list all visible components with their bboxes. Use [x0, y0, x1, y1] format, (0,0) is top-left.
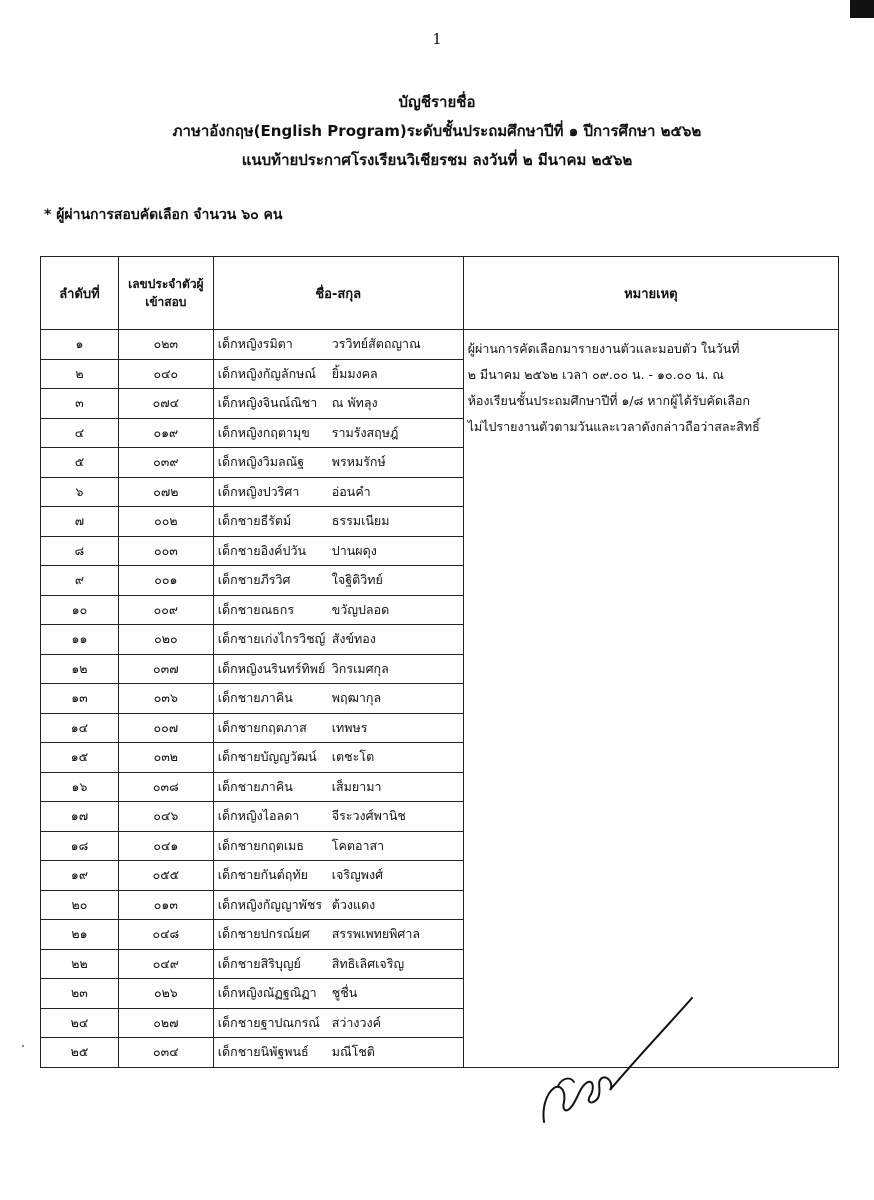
cell-name: [213, 418, 463, 448]
cell-exam-id: ๐๔๘: [118, 920, 213, 950]
cell-exam-id: ๐๓๒: [118, 743, 213, 773]
cell-order: ๒๓: [41, 979, 119, 1009]
cell-order: ๗: [41, 507, 119, 537]
cell-name: [213, 743, 463, 773]
scan-speck: [22, 1045, 24, 1047]
cell-exam-id: ๐๓๖: [118, 684, 213, 714]
page-number: 1: [432, 30, 442, 48]
signature: [536, 990, 706, 1135]
last-name: ธรรมเนียม: [331, 513, 390, 529]
table-row: [41, 330, 839, 360]
header-remark: หมายเหตุ: [463, 257, 838, 330]
cell-exam-id: ๐๑๓: [118, 890, 213, 920]
cell-order: ๒๔: [41, 1008, 119, 1038]
cell-exam-id: ๐๒๐: [118, 625, 213, 655]
first-name: เด็กชายบัญญวัฒน์: [217, 749, 317, 765]
remark-line: ๒ มีนาคม ๒๕๖๒ เวลา ๐๙.๐๐ น. - ๑๐.๐๐ น. ณ: [467, 367, 724, 382]
cell-order: ๑๓: [41, 684, 119, 714]
cell-order: ๑๔: [41, 713, 119, 743]
cell-name: [213, 684, 463, 714]
first-name: เด็กชายภีรวิศ: [217, 572, 291, 588]
first-name: เด็กหญิงไอลดา: [217, 808, 300, 824]
cell-exam-id: ๐๒๓: [118, 330, 213, 360]
cell-exam-id: ๐๓๙: [118, 448, 213, 478]
table-header-row: [41, 257, 839, 330]
cell-order: ๑๙: [41, 861, 119, 891]
cell-name: [213, 359, 463, 389]
title-line-1: บัญชีรายชื่อ: [398, 93, 476, 111]
first-name: เด็กชายกันต์ฤทัย: [217, 867, 308, 883]
cell-order: ๔: [41, 418, 119, 448]
first-name: เด็กหญิงปวริศา: [217, 483, 300, 499]
remark-line: ไม่ไปรายงานตัวตามวันและเวลาดังกล่าวถือว่าสละสิทธิ์: [467, 419, 760, 434]
last-name: สว่างวงค์: [331, 1014, 382, 1030]
cell-order: ๑๑: [41, 625, 119, 655]
last-name: มณีโชติ: [331, 1044, 375, 1060]
cell-order: ๑๐: [41, 595, 119, 625]
first-name: เด็กชายณธกร: [217, 601, 295, 617]
cell-order: ๒๒: [41, 949, 119, 979]
last-name: สังข์ทอง: [331, 631, 376, 647]
last-name: ขวัญปลอด: [331, 601, 390, 617]
last-name: เจริญพงศ์: [331, 867, 384, 883]
cell-name: [213, 477, 463, 507]
last-name: รามรังสฤษฎ์: [331, 424, 399, 440]
cell-order: ๑: [41, 330, 119, 360]
cell-exam-id: ๐๐๒: [118, 507, 213, 537]
title-line-2: ภาษาอังกฤษ(English Program)ระดับชั้นประถมศึกษาปีที่ ๑ ปีการศึกษา ๒๕๖๒: [172, 122, 702, 140]
last-name: ต้วงแดง: [331, 896, 376, 912]
last-name: ชูชื่น: [331, 985, 358, 1001]
cell-name: [213, 595, 463, 625]
cell-remark: [463, 330, 838, 1068]
cell-name: [213, 1038, 463, 1068]
scan-corner-mark: [850, 0, 874, 18]
first-name: เด็กหญิงกัญลักษณ์: [217, 365, 317, 381]
student-list-table: [40, 256, 839, 1068]
cell-name: [213, 330, 463, 360]
cell-exam-id: ๐๓๔: [118, 1038, 213, 1068]
cell-name: [213, 625, 463, 655]
cell-name: [213, 654, 463, 684]
cell-order: ๒๐: [41, 890, 119, 920]
cell-exam-id: ๐๒๖: [118, 979, 213, 1009]
last-name: อ่อนคำ: [331, 483, 371, 499]
first-name: เด็กชายกฤตภาส: [217, 719, 307, 735]
title-line-3: แนบท้ายประกาศโรงเรียนวิเชียรชม ลงวันที่ ๒ มีนาคม ๒๕๖๒: [241, 151, 633, 169]
cell-name: [213, 861, 463, 891]
cell-order: ๙: [41, 566, 119, 596]
cell-order: ๒๕: [41, 1038, 119, 1068]
cell-order: ๕: [41, 448, 119, 478]
last-name: โคตอาสา: [331, 837, 385, 853]
cell-name: [213, 831, 463, 861]
cell-name: [213, 1008, 463, 1038]
cell-name: [213, 448, 463, 478]
document-title: [0, 88, 874, 175]
cell-order: ๑๘: [41, 831, 119, 861]
cell-order: ๒๑: [41, 920, 119, 950]
first-name: เด็กหญิงจินณ์ณิชา: [217, 395, 318, 411]
last-name: วิกรเมศกุล: [331, 660, 389, 676]
pass-count-summary: * ผู้ผ่านการสอบคัดเลือก จำนวน ๖๐ คน: [44, 207, 283, 223]
first-name: เด็กหญิงนรินทร์ทิพย์: [217, 660, 326, 676]
cell-order: ๑๕: [41, 743, 119, 773]
first-name: เด็กหญิงวิมลณัฐ: [217, 454, 305, 470]
cell-exam-id: ๐๑๙: [118, 418, 213, 448]
cell-exam-id: ๐๒๗: [118, 1008, 213, 1038]
cell-name: [213, 802, 463, 832]
first-name: เด็กชายเก่งไกรวิชญ์: [217, 631, 326, 647]
cell-exam-id: ๐๗๔: [118, 389, 213, 419]
cell-exam-id: ๐๔๐: [118, 359, 213, 389]
last-name: ใจฐิติวิทย์: [331, 572, 383, 588]
cell-name: [213, 890, 463, 920]
cell-order: ๑๖: [41, 772, 119, 802]
cell-exam-id: ๐๓๘: [118, 772, 213, 802]
last-name: เตชะโต: [331, 749, 375, 765]
last-name: พรหมรักษ์: [331, 454, 386, 470]
cell-exam-id: ๐๐๑: [118, 566, 213, 596]
cell-exam-id: ๐๗๒: [118, 477, 213, 507]
cell-order: ๑๒: [41, 654, 119, 684]
last-name: ยิ้มมงคล: [331, 365, 378, 381]
last-name: พฤฒากุล: [331, 690, 382, 706]
cell-name: [213, 979, 463, 1009]
cell-exam-id: ๐๔๑: [118, 831, 213, 861]
cell-order: ๖: [41, 477, 119, 507]
header-name: ชื่อ-สกุล: [213, 257, 463, 330]
first-name: เด็กชายอิงค์ปวัน: [217, 542, 307, 558]
first-name: เด็กชายภาคิน: [217, 778, 293, 794]
last-name: สิทธิเลิศเจริญ: [331, 955, 405, 971]
first-name: เด็กชายฐาปณกรณ์: [217, 1014, 320, 1030]
cell-name: [213, 713, 463, 743]
first-name: เด็กชายปกรณ์ยศ: [217, 926, 310, 942]
last-name: จีระวงศ์พานิช: [331, 808, 406, 824]
header-order: ลำดับที่: [41, 257, 119, 330]
first-name: เด็กหญิงกัญญาพัชร: [217, 896, 323, 912]
last-name: ปานผดุง: [331, 542, 377, 558]
first-name: เด็กชายสิริบุญย์: [217, 955, 301, 971]
cell-name: [213, 920, 463, 950]
cell-name: [213, 536, 463, 566]
cell-name: [213, 507, 463, 537]
cell-name: [213, 772, 463, 802]
cell-name: [213, 566, 463, 596]
cell-exam-id: ๐๐๓: [118, 536, 213, 566]
first-name: เด็กชายธีรัตม์: [217, 513, 292, 529]
cell-exam-id: ๐๕๕: [118, 861, 213, 891]
last-name: ณ พัทลุง: [331, 395, 378, 411]
first-name: เด็กหญิงรมิตา: [217, 336, 293, 352]
cell-exam-id: ๐๔๙: [118, 949, 213, 979]
header-exam-id: เลขประจำตัวผู้เข้าสอบ: [118, 257, 213, 330]
last-name: เส็มยามา: [331, 778, 382, 794]
remark-line: ห้องเรียนชั้นประถมศึกษาปีที่ ๑/๘ หากผู้ได้รับคัดเลือก: [467, 393, 750, 408]
last-name: สรรพเพทยพิศาล: [331, 926, 420, 942]
first-name: เด็กหญิงกฤตามุข: [217, 424, 310, 440]
remark-line: ผู้ผ่านการคัดเลือกมารายงานตัวและมอบตัว ในวันที่: [467, 341, 740, 356]
cell-exam-id: ๐๐๗: [118, 713, 213, 743]
cell-order: ๘: [41, 536, 119, 566]
cell-order: ๒: [41, 359, 119, 389]
first-name: เด็กหญิงณัฏฐณิฏา: [217, 985, 317, 1001]
cell-name: [213, 949, 463, 979]
first-name: เด็กชายนิพัฐพนธ์: [217, 1044, 309, 1060]
cell-order: ๑๗: [41, 802, 119, 832]
cell-exam-id: ๐๐๙: [118, 595, 213, 625]
last-name: เทพษร: [331, 719, 368, 735]
first-name: เด็กชายภาคิน: [217, 690, 293, 706]
cell-exam-id: ๐๓๗: [118, 654, 213, 684]
last-name: วรวิทย์สัตถญาณ: [331, 336, 421, 352]
cell-name: [213, 389, 463, 419]
first-name: เด็กชายกฤตเมธ: [217, 837, 304, 853]
cell-exam-id: ๐๔๖: [118, 802, 213, 832]
cell-order: ๓: [41, 389, 119, 419]
